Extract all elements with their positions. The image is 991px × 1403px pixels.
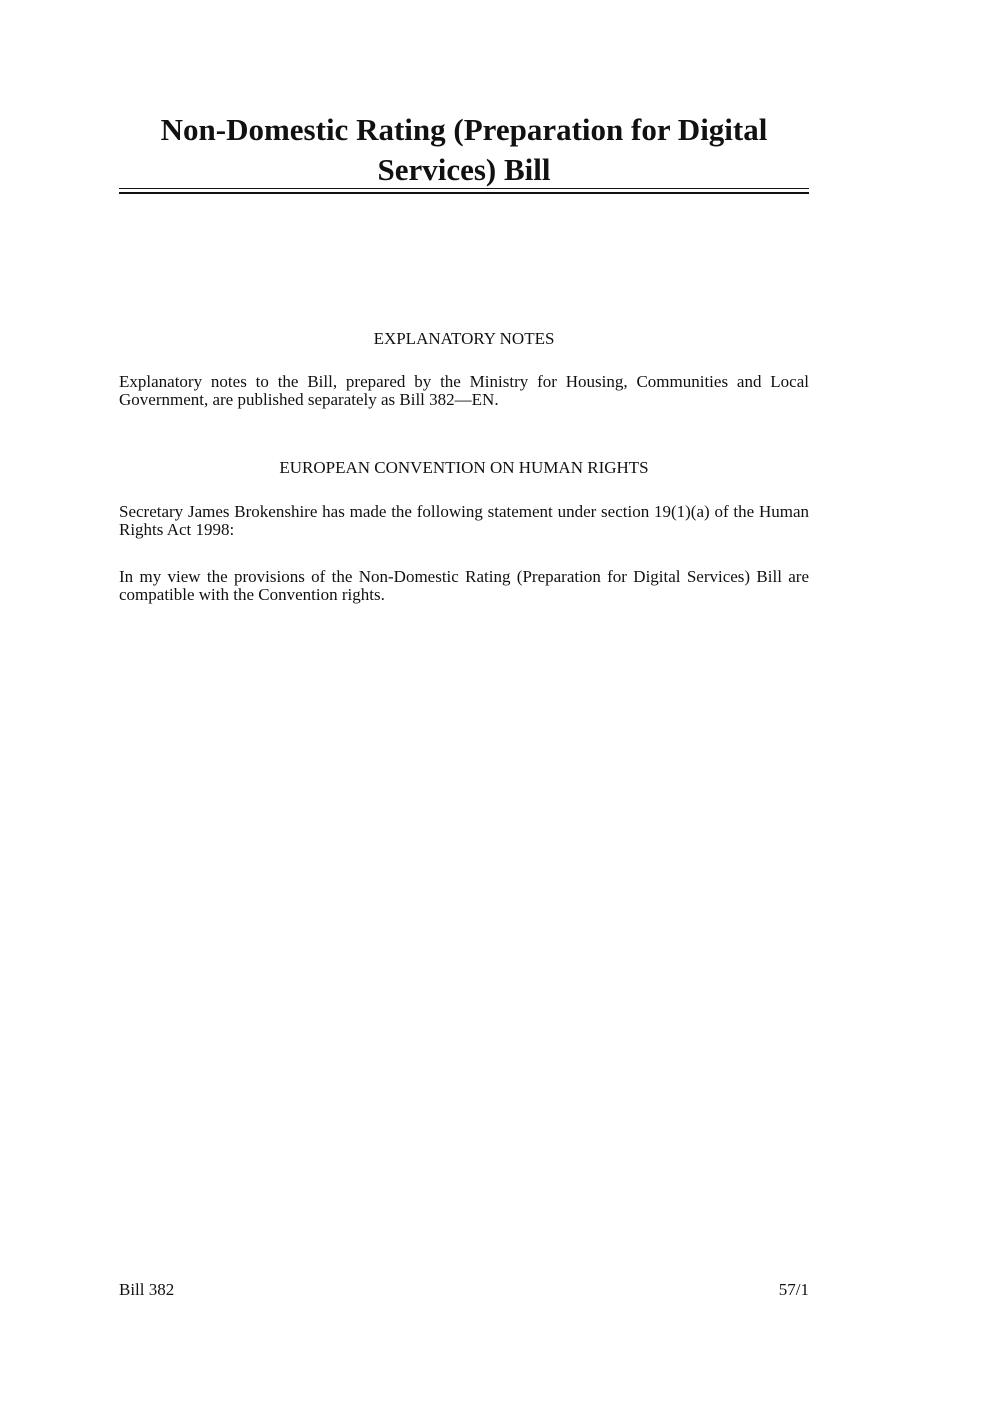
echr-statement-intro: Secretary James Brokenshire has made the following statement under section 19(1)(a) of the Human Rights Act 1998: [119,502,809,539]
section-heading-echr: EUROPEAN CONVENTION ON HUMAN RIGHTS [279,458,649,477]
explanatory-notes-paragraph: Explanatory notes to the Bill, prepared by the Ministry for Housing, Communities and Local Government, are published separately as Bill 382—EN. [119,372,809,409]
title-rule-top [119,188,809,189]
footer-page-ref: 57/1 [778,1280,809,1299]
section-heading-explanatory-notes: EXPLANATORY NOTES [373,329,555,348]
footer-bill-number: Bill 382 [119,1280,175,1299]
document-title: Non-Domestic Rating (Preparation for Digital Services) Bill [160,112,768,187]
echr-statement: In my view the provisions of the Non-Domestic Rating (Preparation for Digital Services) Bill are compatible with the Convention rights. [119,567,809,604]
title-rule-bottom [119,192,809,194]
